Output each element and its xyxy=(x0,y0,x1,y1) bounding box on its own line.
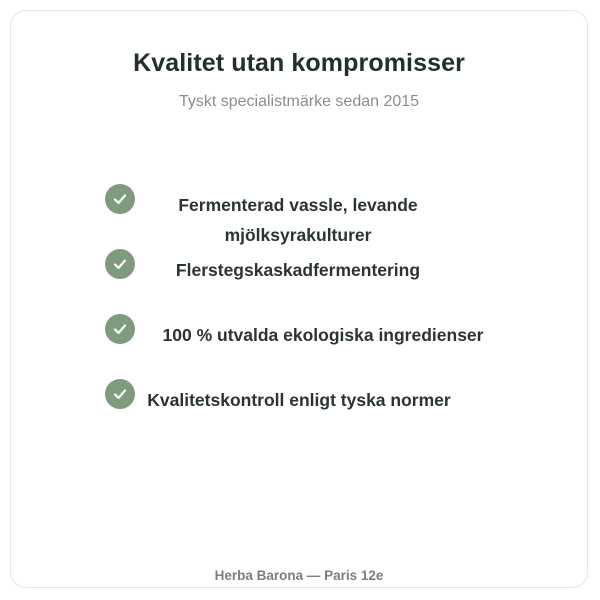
card-subtitle: Tyskt specialistmärke sedan 2015 xyxy=(178,93,420,110)
feature-label: Flerstegskaskadfermentering xyxy=(175,260,421,280)
card-title: Kvalitet utan kompromisser xyxy=(133,49,465,77)
check-circle-icon xyxy=(105,249,135,279)
feature-label: Kvalitetskontroll enligt tyska normer xyxy=(147,390,451,410)
feature-label: Fermenterad vassle, levande mjölksyrakulturer xyxy=(178,195,418,245)
feature-label: 100 % utvalda ekologiska ingredienser xyxy=(162,325,484,345)
check-circle-icon xyxy=(105,184,135,214)
footer-brand: Herba Barona — Paris 12e xyxy=(214,568,384,583)
quality-card xyxy=(10,10,588,588)
